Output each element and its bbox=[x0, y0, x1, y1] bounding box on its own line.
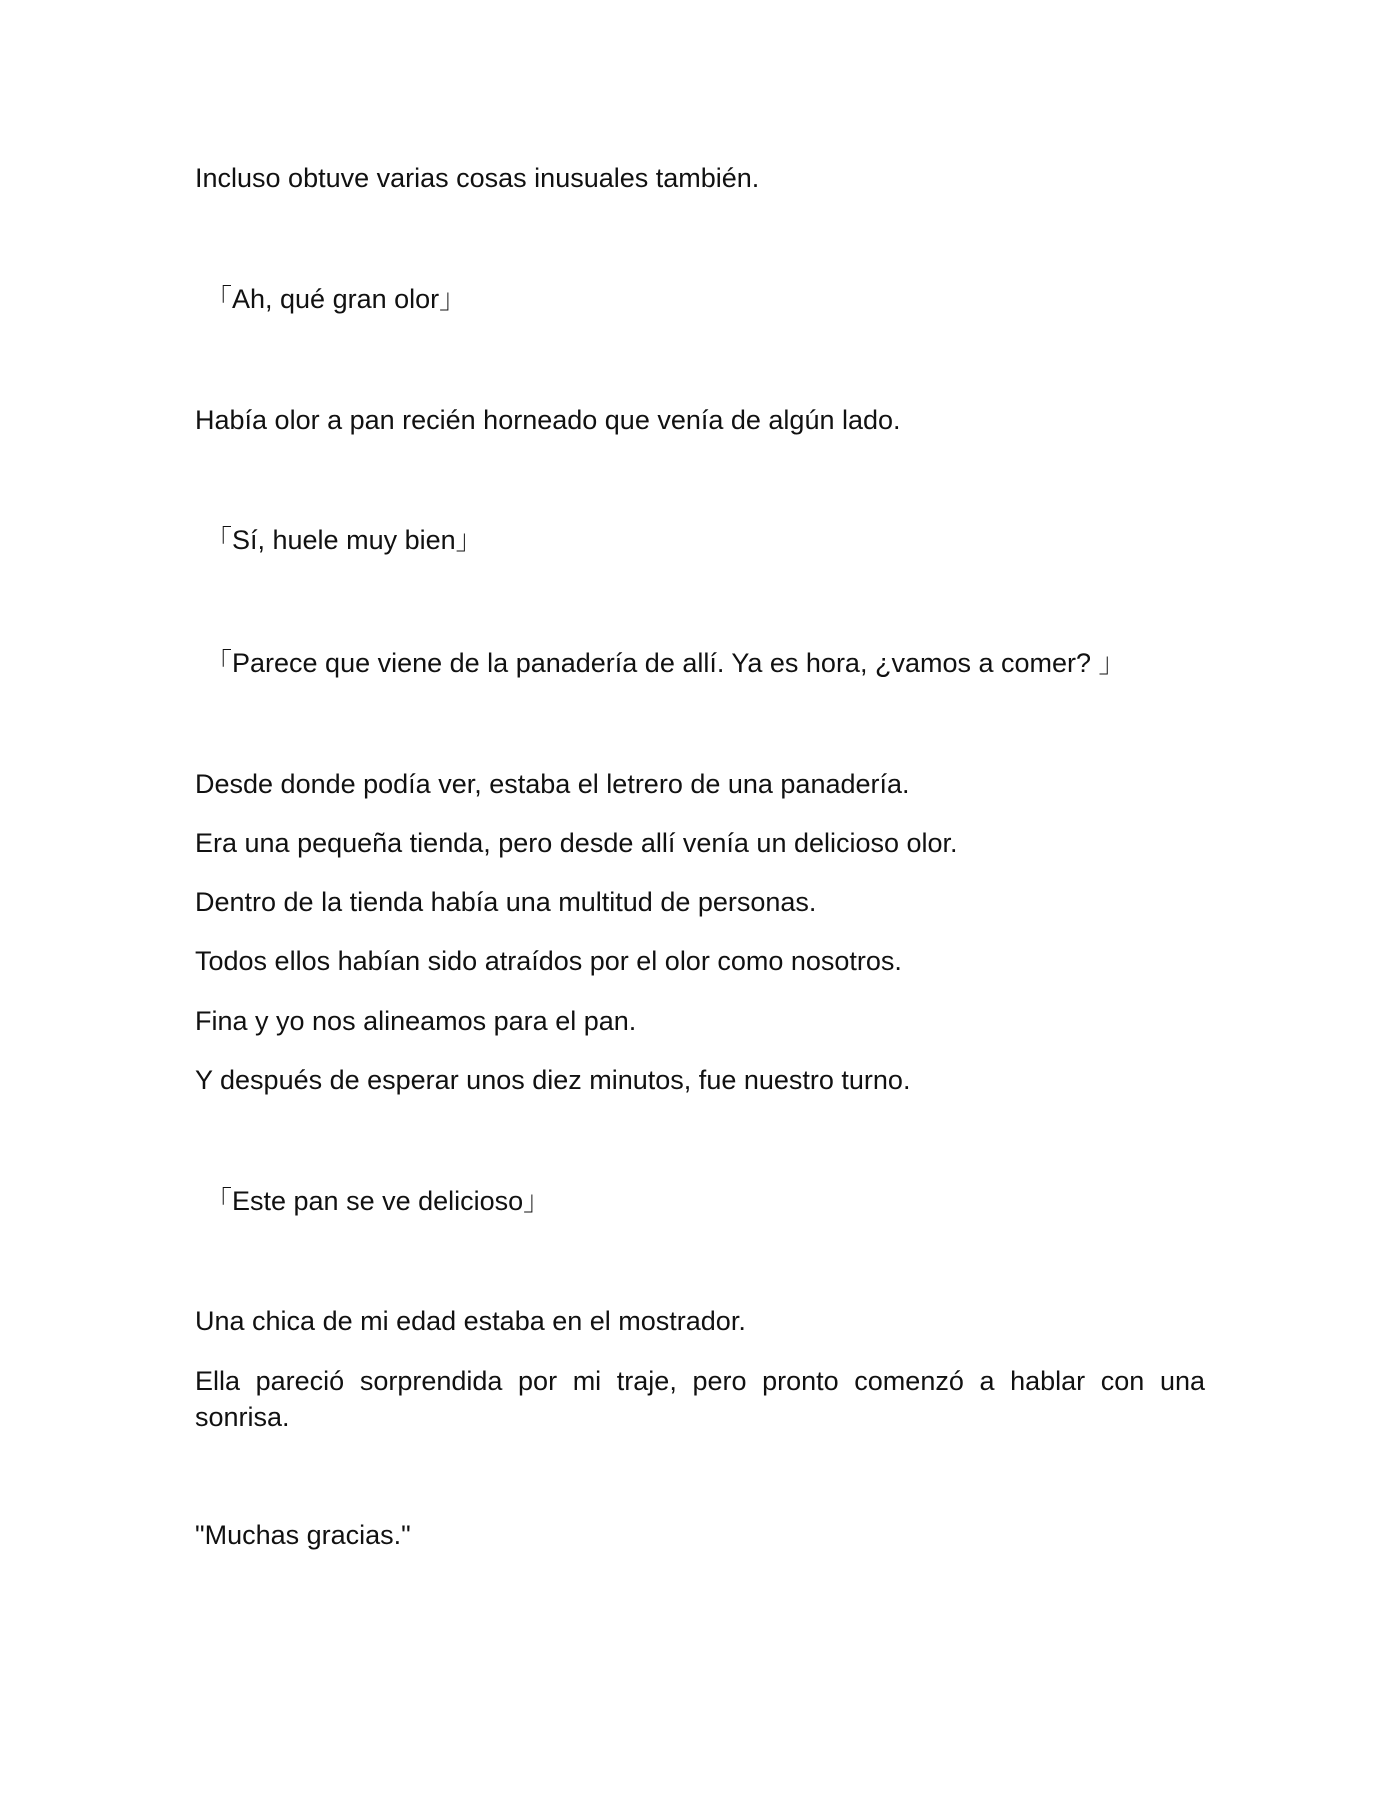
dialogue-line: 「Parece que viene de la panadería de allí. Ya es hora, ¿vamos a comer? 」 bbox=[205, 648, 1126, 678]
paragraph: "Muchas gracias." bbox=[195, 1520, 411, 1550]
paragraph: Desde donde podía ver, estaba el letrero de una panadería. bbox=[195, 769, 910, 799]
dialogue-line: 「Este pan se ve delicioso」 bbox=[205, 1186, 551, 1216]
paragraph: Dentro de la tienda había una multitud de personas. bbox=[195, 887, 817, 917]
paragraph: Era una pequeña tienda, pero desde allí venía un delicioso olor. bbox=[195, 828, 958, 858]
paragraph: Todos ellos habían sido atraídos por el olor como nosotros. bbox=[195, 946, 902, 976]
dialogue-line: 「Ah, qué gran olor」 bbox=[205, 284, 467, 314]
paragraph: Y después de esperar unos diez minutos, fue nuestro turno. bbox=[195, 1065, 911, 1095]
paragraph: Había olor a pan recién horneado que venía de algún lado. bbox=[195, 405, 901, 435]
paragraph: Ella pareció sorprendida por mi traje, pero pronto comenzó a hablar con una sonrisa. bbox=[195, 1366, 1205, 1432]
paragraph: Incluso obtuve varias cosas inusuales también. bbox=[195, 163, 760, 193]
paragraph: Una chica de mi edad estaba en el mostrador. bbox=[195, 1306, 746, 1336]
dialogue-line: 「Sí, huele muy bien」 bbox=[205, 525, 483, 555]
paragraph: Fina y yo nos alineamos para el pan. bbox=[195, 1006, 637, 1036]
